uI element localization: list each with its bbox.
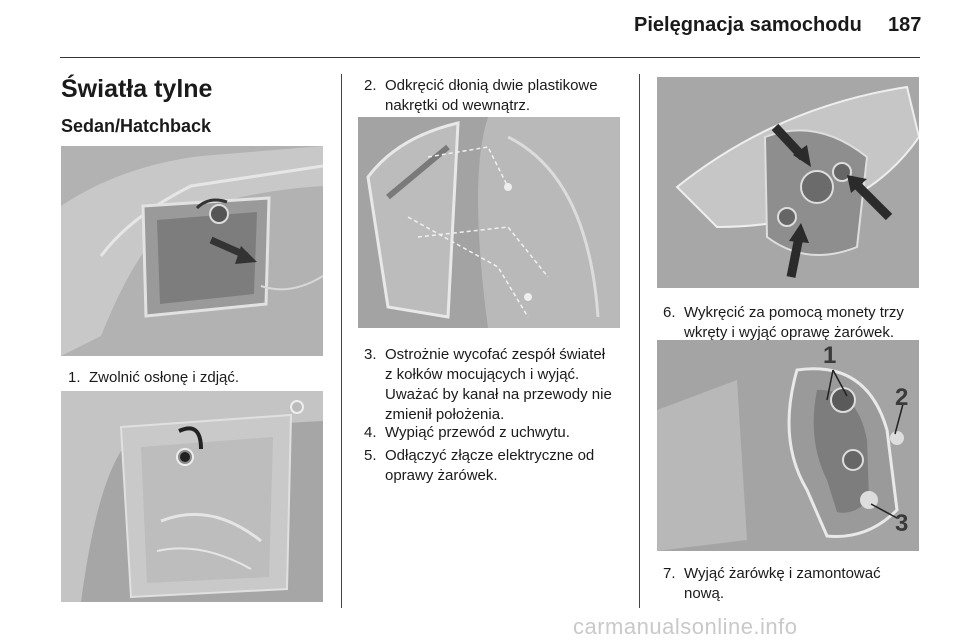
step-text: nakrętki od wewnątrz. xyxy=(385,97,531,114)
step-number: 4. xyxy=(364,424,377,441)
subsection-title: Sedan/Hatchback xyxy=(61,116,212,136)
column-divider-right xyxy=(639,74,640,608)
step-number: 5. xyxy=(364,447,377,464)
step-text: oprawy żarówek. xyxy=(385,467,498,484)
step-text: z kołków mocujących i wyjąć. xyxy=(385,366,580,383)
step-text: Ostrożnie wycofać zespół świateł xyxy=(385,346,606,363)
callout-1: 1 xyxy=(823,342,837,369)
step-text: wkręty i wyjąć oprawę żarówek. xyxy=(684,324,895,341)
callout-3: 3 xyxy=(895,510,909,537)
step-text: Odłączyć złącze elektryczne od xyxy=(385,447,595,464)
step-text: Odkręcić dłonią dwie plastikowe xyxy=(385,77,598,94)
step-text: Uważać by kanał na przewody nie xyxy=(385,386,612,403)
step-text: Zwolnić osłonę i zdjąć. xyxy=(89,369,240,386)
figure-bulb-holder-clips xyxy=(657,77,919,288)
column-divider-left xyxy=(341,74,342,608)
step-text: Wypiąć przewód z uchwytu. xyxy=(385,424,570,441)
step-number: 7. xyxy=(663,565,676,582)
figure-trunk-cover xyxy=(61,146,323,356)
step-text: Wyjąć żarówkę i zamontować xyxy=(684,565,881,582)
header-rule xyxy=(60,57,920,58)
step-number: 1. xyxy=(68,369,81,386)
step-text: zmienił położenia. xyxy=(385,406,505,423)
header-title: Pielęgnacja samochodu xyxy=(634,14,862,36)
watermark: carmanualsonline.info xyxy=(573,614,798,639)
figure-taillight-removal xyxy=(358,117,620,328)
step-text: Wykręcić za pomocą monety trzy xyxy=(684,304,904,321)
page-number: 187 xyxy=(888,14,922,36)
figure-nut-access xyxy=(61,391,323,602)
step-number: 3. xyxy=(364,346,377,363)
callout-2: 2 xyxy=(895,384,909,411)
step-text: nową. xyxy=(684,585,725,602)
section-title: Światła tylne xyxy=(61,75,213,103)
step-number: 6. xyxy=(663,304,676,321)
step-number: 2. xyxy=(364,77,377,94)
figure-bulb-holder-callouts xyxy=(657,340,919,551)
